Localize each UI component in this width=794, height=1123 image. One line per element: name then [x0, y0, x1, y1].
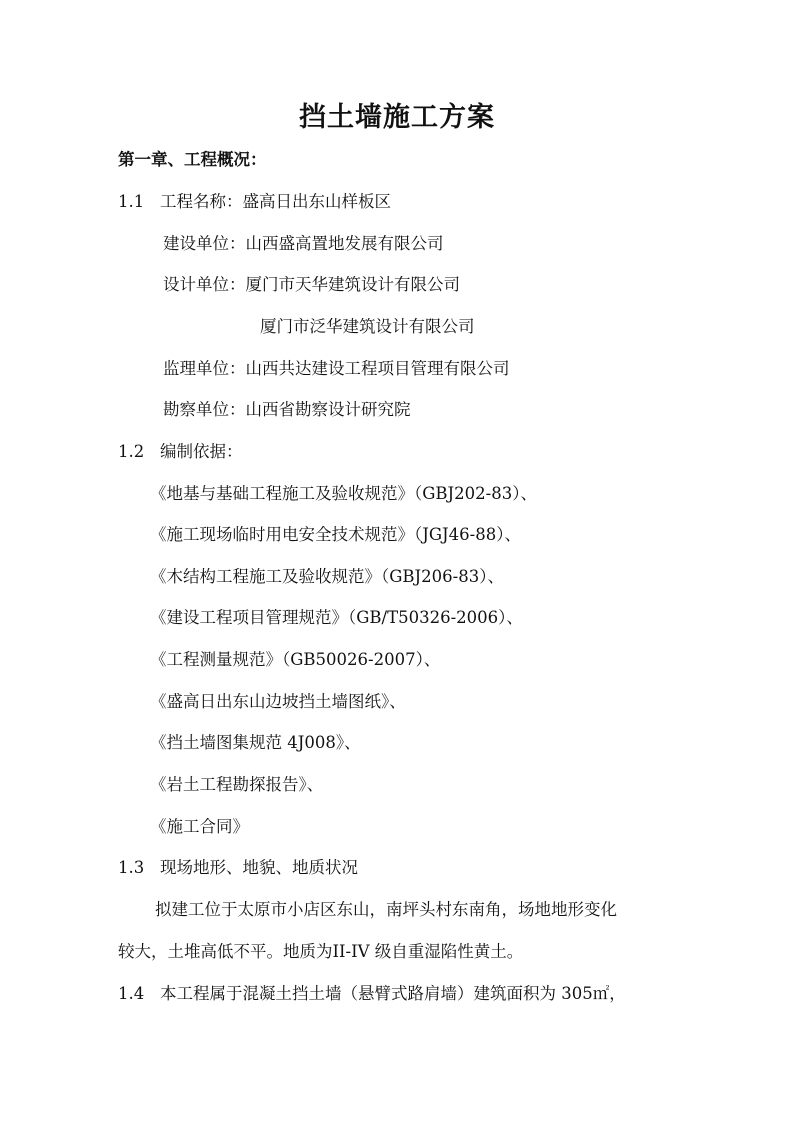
designer-line-2: 厦门市泛华建筑设计有限公司: [260, 317, 475, 336]
reference-item: 《盛高日出东山边坡挡土墙图纸》、: [150, 692, 406, 711]
chapter-heading: 第一章、工程概况：: [118, 150, 267, 169]
section-1-1-project-name: [118, 192, 391, 212]
reference-item: 《施工现场临时用电安全技术规范》（JGJ46-88）、: [150, 525, 521, 544]
terrain-paragraph-line-2: 较大，土堆高低不平。地质为II-IV 级自重湿陷性黄土。: [118, 942, 524, 961]
designer-line: 设计单位：厦门市天华建筑设计有限公司: [163, 275, 460, 294]
reference-item: 《挡土墙图集规范 4J008》、: [150, 733, 361, 752]
section-number: 1.2: [118, 442, 145, 461]
surveyor-line: 勘察单位：山西省勘察设计研究院: [163, 400, 411, 419]
document-title: 挡土墙施工方案: [299, 102, 495, 133]
reference-item: 《建设工程项目管理规范》（GB/T50326-2006）、: [150, 608, 523, 627]
section-heading: 编制依据：: [160, 442, 243, 461]
supervisor-line: 监理单位：山西共达建设工程项目管理有限公司: [163, 359, 510, 378]
reference-item: 《地基与基础工程施工及验收规范》（GBJ202-83）、: [150, 484, 537, 503]
section-number: 1.4: [118, 984, 145, 1003]
builder-line: 建设单位：山西盛高置地发展有限公司: [163, 234, 444, 253]
project-name: 工程名称：盛高日出东山样板区: [160, 192, 391, 211]
section-heading: 现场地形、地貌、地质状况: [160, 858, 358, 877]
reference-item: 《工程测量规范》（GB50026-2007）、: [150, 650, 441, 669]
section-1-4: [118, 984, 626, 1004]
section-number: 1.1: [118, 192, 145, 211]
section-number: 1.3: [118, 858, 145, 877]
terrain-paragraph-line-1: 拟建工位于太原市小店区东山，南坪头村东南角，场地地形变化: [155, 900, 617, 919]
section-1-3-heading: [118, 858, 358, 878]
reference-item: 《木结构工程施工及验收规范》（GBJ206-83）、: [150, 567, 504, 586]
reference-item: 《施工合同》: [150, 817, 249, 836]
section-text: 本工程属于混凝土挡土墙（悬臂式路肩墙）建筑面积为 305㎡，: [160, 984, 626, 1003]
reference-item: 《岩土工程勘探报告》、: [150, 775, 324, 794]
section-1-2-heading: [118, 442, 243, 462]
